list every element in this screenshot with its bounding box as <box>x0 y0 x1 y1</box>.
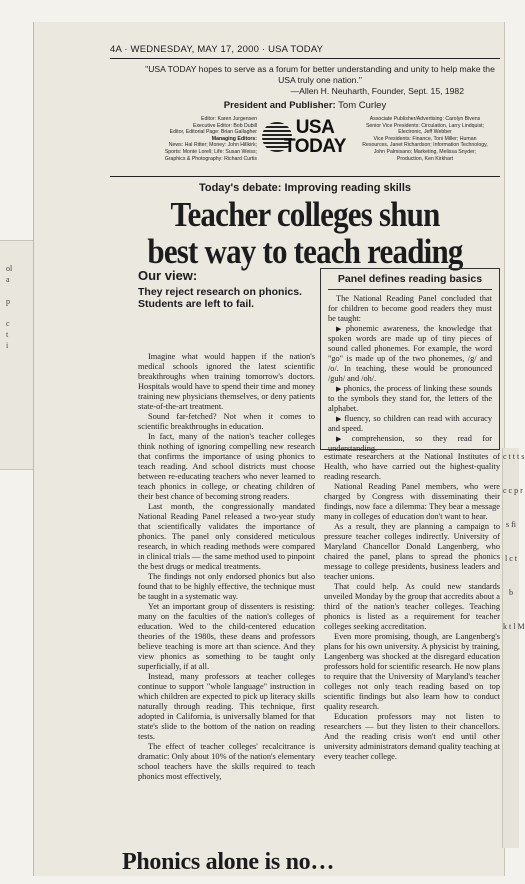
sidebar-bullet <box>328 384 492 414</box>
paragraph: Even more promising, though, are Langenberg's plans for his own university. A physicist by training, Langenberg was shocked at the disregard education professors hold for scientific research. He now plans to require that the University of Maryland's teacher colleges not only teach reading based on top scientific findings but also learn how to conduct quality research. <box>324 632 500 711</box>
sidebar-bullet <box>328 414 492 434</box>
masthead-line: Executive Editor: Bob Dubill <box>192 122 257 129</box>
deck: They reject research on phonics. Students are left to fail. <box>138 286 302 310</box>
paragraph: The findings not only endorsed phonics but also found that to be highly effective, the technique must be taught in a systematic way. <box>138 572 315 601</box>
paragraph: As a result, they are planning a campaign to pressure teacher colleges indirectly. University of Maryland Chancellor Donald Langenberg, who chaired the panel, plans to spread the phonics message to college presidents, business leaders and teacher unions. <box>324 522 500 581</box>
mission-quote <box>140 64 500 97</box>
masthead-line: Electronic, Jeff Webber <box>398 129 452 136</box>
mission-attribution: —Allen H. Neuharth, Founder, Sept. 15, 1982 <box>290 86 464 96</box>
paragraph: Sound far-fetched? Not when it comes to scientific breakthroughs in education. <box>138 412 315 431</box>
masthead-line: Editor, Editorial Page: Brian Gallagher <box>169 129 257 136</box>
article-column-right <box>324 452 500 762</box>
paragraph: That could help. As could new standards unveiled Monday by the group that accredits about a third of the nation's teacher colleges. Teaching phonics is listed as a requirement for teacher colleges seeking accreditation. <box>324 582 500 631</box>
paragraph: National Reading Panel members, who were charged by Congress with disseminating their findings, now face a dilemma: They bear a message many in colleges of education don't want to hear. <box>324 482 500 521</box>
headline-line: best way to teach reading <box>147 231 463 272</box>
masthead-line: Production, Ken Kirkhart <box>396 155 454 162</box>
sidebar-title: Panel defines reading basics <box>328 273 492 290</box>
folio-rule <box>110 58 500 59</box>
paragraph: Yet an important group of dissenters is resisting: many on the faculties of the nation's colleges of education. Wed to the child-centered education theories of the 1980s, these deans and professors believe teaching is more art than science. And they view phonics as something to be taught only superficially, if at all. <box>138 602 315 671</box>
debate-kicker: Today's debate: Improving reading skills <box>198 182 412 194</box>
mission-quote-text: "USA TODAY hopes to serve as a forum for better understanding and unity to help make the USA truly one nation." <box>145 64 495 85</box>
triangle-bullet-icon: ▶ <box>336 325 344 333</box>
sidebar-bullet-text: comprehension, so they read for understanding. <box>328 434 492 453</box>
paragraph: Imagine what would happen if the nation's medical schools ignored the latest scientific breakthroughs when training tomorrow's doctors. Hospitals would have to spend their time and money training new physicians themselves, or deny patients state-of-the-art treatment. <box>138 352 315 411</box>
sidebar-bullet-text: phonics, the process of linking these sounds to the symbols they stand for, the letters of the alphabet. <box>328 384 492 413</box>
logo-word-today: TODAY <box>284 136 346 157</box>
headline <box>110 196 500 270</box>
president-label: President and Publisher: <box>223 100 336 111</box>
masthead-line: Resources, Janet Richardson; Information Technology, <box>362 142 488 149</box>
masthead-line: Editor: Karen Jurgensen <box>201 116 257 122</box>
our-view-block <box>138 268 308 310</box>
paragraph: Last month, the congressionally mandated National Reading Panel released a two-year study that scientifically validates the importance of phonics. The panel only considered meticulous research, in which reading methods were compared in clinical trials — the same method used to pinpoint the best drugs or medical treatments. <box>138 502 315 571</box>
next-article-headline: Phonics alone is no… <box>122 849 335 875</box>
masthead-executives <box>350 116 500 162</box>
paragraph: Education professors may not listen to researchers — but they listen to their chancellors. And the reading crisis won't end until other university administrators demand quality teaching at every teacher college. <box>324 712 500 761</box>
triangle-bullet-icon: ▶ <box>336 415 343 423</box>
paragraph: The effect of teacher colleges' recalcitrance is dramatic: Only about 10% of the nation's elementary school teachers have the skills required to teach phonics most effectively, <box>138 742 315 781</box>
masthead-line: Graphics & Photography: Richard Curtis <box>164 155 257 162</box>
sidebar-body <box>328 294 492 454</box>
masthead-editors <box>112 116 257 162</box>
masthead-line: John Palmisano; Marketing, Melissa Snyder; <box>373 148 477 155</box>
paragraph: Instead, many professors at teacher colleges continue to support "whole language" instruction in which children are expected to pick up literacy skills naturally through reading. This technique, first adopted in California, is universally blamed for that state's slide to the bottom of the nation on reading tests. <box>138 672 315 741</box>
usa-today-logo <box>262 118 346 160</box>
masthead-line: Sports: Monte Lorell; Life: Susan Weiss; <box>164 148 257 155</box>
logo-word-usa: USA <box>295 117 335 138</box>
masthead-line: Vice Presidents: Finance, Toni Miller; Human <box>373 135 477 142</box>
masthead-line: Senior Vice Presidents: Circulation, Larry Lindquist; <box>365 122 485 129</box>
sidebar-intro: The National Reading Panel concluded that for children to become good readers they must be taught: <box>328 294 492 323</box>
paragraph: estimate researchers at the National Institutes of Health, who have carried out the highest-quality reading research. <box>324 452 500 481</box>
our-view-label: Our view: <box>138 268 198 283</box>
article-column-left <box>138 352 315 782</box>
sidebar-bullet-text: fluency, so children can read with accuracy and speed. <box>328 414 492 433</box>
headline-line: Teacher colleges shun <box>170 194 440 235</box>
president-name: Tom Curley <box>338 100 387 111</box>
sidebar-bullet <box>328 434 492 454</box>
masthead-rule <box>110 176 500 177</box>
sidebar-bullet-text: phonemic awareness, the knowledge that spoken words are made up of tiny pieces of sound called phonemes. For example, the word "go" is made up of the two phonemes, /g/ and /o/. In teaching, these would be pronounced /guh/ and /oh/. <box>328 324 492 383</box>
masthead-line: News: Hal Ritter; Money: John Hillkirk; <box>168 142 257 149</box>
president-line <box>110 100 500 111</box>
triangle-bullet-icon: ▶ <box>336 385 342 393</box>
adjacent-page-fragment-right: c t t t s c c p r s fi l c t b k t l M <box>502 448 519 848</box>
masthead-line: Managing Editors: <box>211 135 257 142</box>
triangle-bullet-icon: ▶ <box>336 435 350 443</box>
adjacent-page-fragment-left: ol a p c t i <box>0 240 34 470</box>
sidebar-bullet <box>328 324 492 384</box>
masthead-line: Associate Publisher/Advertising: Carolyn Bivens <box>369 116 481 122</box>
page-folio: 4A · WEDNESDAY, MAY 17, 2000 · USA TODAY <box>110 44 324 55</box>
sidebar-box <box>320 268 500 453</box>
paragraph: In fact, many of the nation's teacher colleges think nothing of ignoring compelling new research that confirms the importance of using phonics to teach reading. And school districts must choose between re-educating teachers who never learned to teach phonics in college, or cheating children of their best chance of becoming strong readers. <box>138 432 315 501</box>
